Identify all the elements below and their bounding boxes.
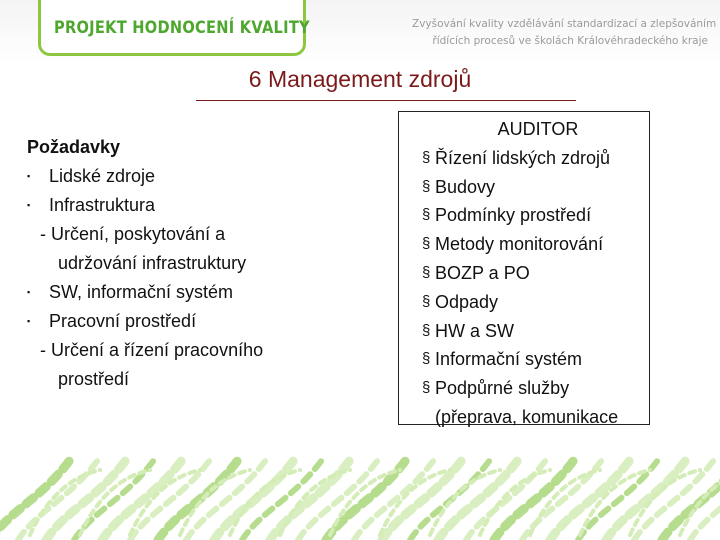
auditor-item [399,173,649,202]
tagline-line-2: řídících procesů ve školách Královéhradeckého kraje [432,35,708,47]
auditor-item [399,144,649,173]
section-bullet-icon: § [422,177,431,195]
auditor-item-text: Odpady [435,291,499,312]
auditor-item [399,288,649,317]
section-bullet-icon: § [422,148,431,166]
list-item-text: Infrastruktura [49,195,156,215]
auditor-item-text: BOZP a PO [435,262,530,283]
auditor-item [399,259,649,288]
auditor-item-text: Řízení lidských zdrojů [435,147,611,168]
tagline-line-1: Zvyšování kvality vzdělávání standardizací a zlepšováním [412,18,717,30]
list-item-text: SW, informační systém [49,282,234,302]
auditor-item [399,230,649,259]
sub-item-continuation: prostředí [58,369,130,389]
bullet-icon: ▪ [27,316,31,326]
auditor-item [399,345,649,374]
sub-item: - Určení a řízení pracovního [40,340,264,360]
sub-item: - Určení, poskytování a [40,224,226,244]
bullet-icon: ▪ [27,171,31,181]
auditor-item [399,201,649,230]
auditor-item-text: Budovy [435,176,496,197]
auditor-item-text: Podmínky prostředí [435,205,592,226]
title-underline [196,100,576,101]
sub-item-continuation: udržování infrastruktury [58,253,247,273]
auditor-item-text: Informační systém [435,349,583,370]
list-item [27,191,367,220]
section-bullet-icon: § [422,379,431,397]
section-bullet-icon: § [422,321,431,339]
list-item-text: Lidské zdroje [49,166,156,186]
section-bullet-icon: § [422,235,431,253]
slide-title: 6 Management zdrojů [248,66,472,92]
section-bullet-icon: § [422,350,431,368]
auditor-item-text: Metody monitorování [435,234,604,255]
auditor-heading: AUDITOR [497,119,579,139]
bullet-icon: ▪ [27,200,31,210]
list-item-text: Pracovní prostředí [49,311,197,331]
list-item [27,278,367,307]
auditor-item-text: HW a SW [435,320,514,341]
section-bullet-icon: § [422,263,431,281]
auditor-box [398,111,650,425]
auditor-item [399,374,649,403]
section-bullet-icon: § [422,292,431,310]
logo-text: PROJEKT HODNOCENÍ KVALITY [54,18,310,38]
list-item [27,162,367,191]
bullet-icon: ▪ [27,287,31,297]
section-bullet-icon: § [422,206,431,224]
list-item [27,307,367,336]
header-tagline [412,16,717,50]
auditor-item-continuation: (přeprava, komunikace [435,406,619,427]
auditor-item [399,317,649,346]
auditor-item-text: Podpůrné služby [435,378,570,399]
green-wave-decoration-icon [0,440,720,540]
requirements-heading: Požadavky [27,137,121,157]
requirements-column [27,133,367,394]
